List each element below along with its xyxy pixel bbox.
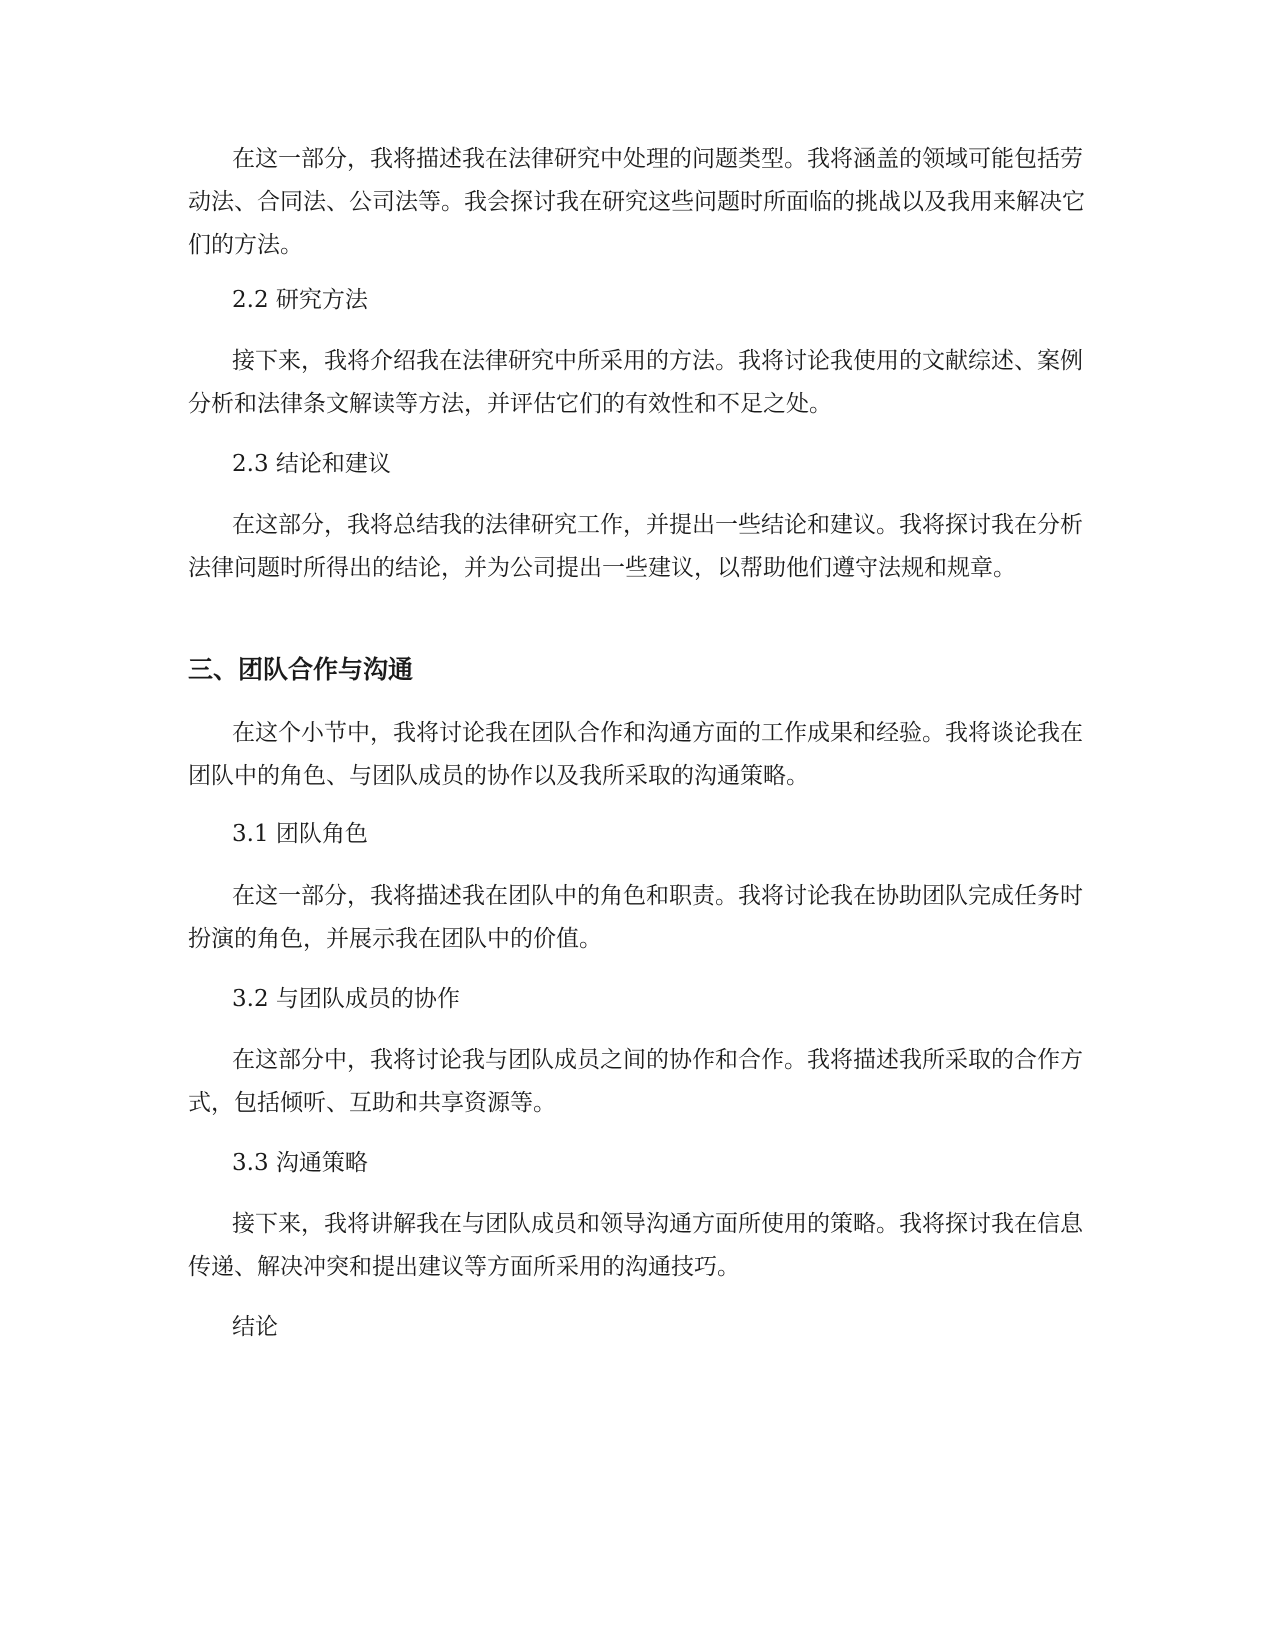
paragraph-teamwork-intro: 在这个小节中，我将讨论我在团队合作和沟通方面的工作成果和经验。我将谈论我在团队中的角色、与团队成员的协作以及我所采取的沟通策略。 xyxy=(188,720,1083,789)
subheading-3-1: 3.1 团队角色 xyxy=(232,821,368,847)
subheading-2-3: 2.3 结论和建议 xyxy=(232,451,391,477)
paragraph-legal-issues: 在这一部分，我将描述我在法律研究中处理的问题类型。我将涵盖的领域可能包括劳动法、合同法、公司法等。我会探讨我在研究这些问题时所面临的挑战以及我用来解决它们的方法。 xyxy=(188,146,1085,258)
paragraph-conclusions-suggestions: 在这部分，我将总结我的法律研究工作，并提出一些结论和建议。我将探讨我在分析法律问题时所得出的结论，并为公司提出一些建议，以帮助他们遵守法规和规章。 xyxy=(188,512,1083,581)
subheading-3-2: 3.2 与团队成员的协作 xyxy=(232,986,460,1012)
section-heading-3: 三、团队合作与沟通 xyxy=(188,655,414,684)
paragraph-research-methods: 接下来，我将介绍我在法律研究中所采用的方法。我将讨论我使用的文献综述、案例分析和法律条文解读等方法，并评估它们的有效性和不足之处。 xyxy=(188,348,1083,417)
paragraph-communication: 接下来，我将讲解我在与团队成员和领导沟通方面所使用的策略。我将探讨我在信息传递、解决冲突和提出建议等方面所采用的沟通技巧。 xyxy=(188,1211,1083,1280)
subheading-2-2: 2.2 研究方法 xyxy=(232,287,368,313)
paragraph-team-role: 在这一部分，我将描述我在团队中的角色和职责。我将讨论我在协助团队完成任务时扮演的角色，并展示我在团队中的价值。 xyxy=(188,883,1083,952)
subheading-3-3: 3.3 沟通策略 xyxy=(232,1150,368,1176)
subheading-conclusion: 结论 xyxy=(232,1314,278,1340)
paragraph-collaboration: 在这部分中，我将讨论我与团队成员之间的协作和合作。我将描述我所采取的合作方式，包括倾听、互助和共享资源等。 xyxy=(188,1047,1083,1116)
